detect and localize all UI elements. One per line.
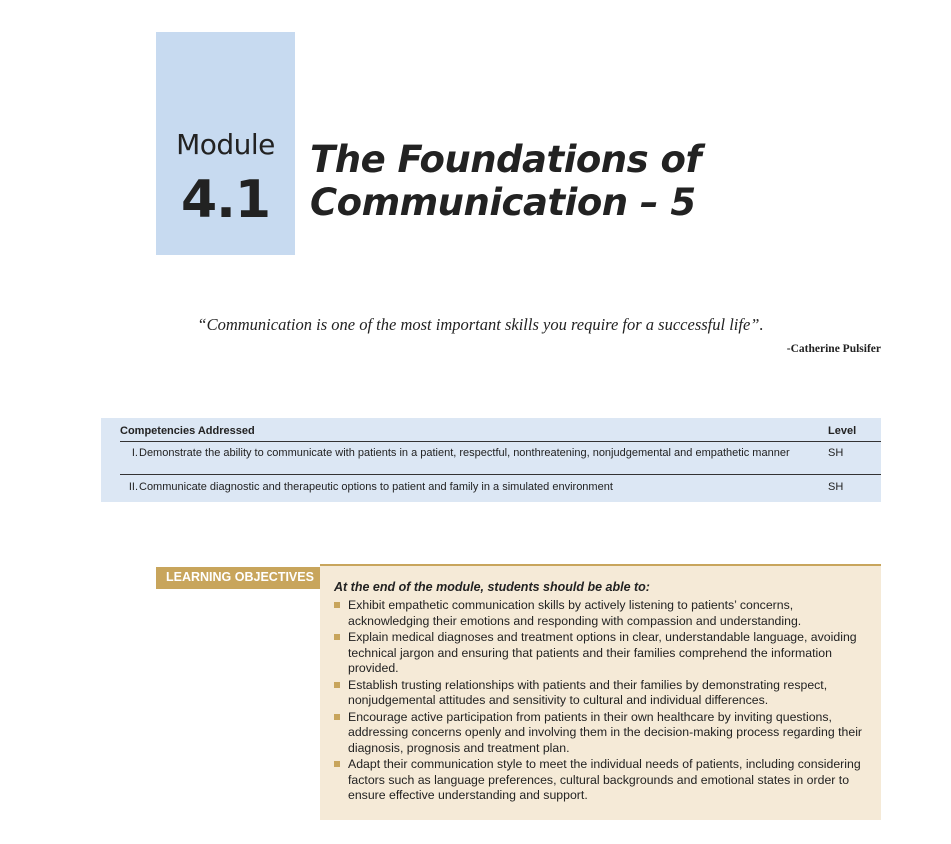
row-number: II. [128,481,138,493]
quote: “Communication is one of the most important skills you require for a successful life”. [197,315,764,334]
item-text: Adapt their communication style to meet the individual needs of patients, including considering factors such as language preferences, cultural backgrounds and emotional states in order to ensure effective understanding and support. [348,757,861,802]
page-title [310,138,701,224]
objectives-list [334,598,869,805]
title-line-1: The Foundations of [310,138,702,181]
list-item [334,630,869,677]
module-badge [156,32,295,255]
learning-objectives-label: LEARNING OBJECTIVES [156,567,320,589]
module-label: Module [176,128,275,161]
list-item [334,678,869,709]
row-text: Communicate diagnostic and therapeutic options to patient and family in a simulated environment [139,481,613,493]
item-text: Encourage active participation from patients in their own healthcare by inviting questions, addressing concerns openly and involving them in the decision-making process regarding their diagnosis, prognosis and treatment plan. [348,709,863,755]
header-competencies: Competencies Addressed [120,425,255,437]
bullet-icon [334,714,340,720]
item-text: Establish trusting relationships with patients and their families by demonstrating respect, nonjudgemental attitudes and sensitivity to cultural and individual differences. [348,677,828,707]
list-item [334,710,869,757]
header-level: Level [828,425,857,437]
quote-author: -Catherine Pulsifer [786,343,881,355]
bullet-icon [334,761,340,767]
bullet-icon [334,602,340,608]
item-text: Exhibit empathetic communication skills by actively listening to patients’ concerns, acknowledging their emotions and responding with compassion and understanding. [348,598,802,628]
table-row [120,447,881,475]
row-level: SH [828,447,844,459]
row-level: SH [828,481,844,493]
list-item [334,757,869,804]
module-number: 4.1 [180,170,271,230]
objectives-heading: At the end of the module, students should be able to: [334,580,650,594]
bullet-icon [334,634,340,640]
list-item [334,598,869,629]
table-header [120,425,881,442]
competencies-table [101,418,881,502]
item-text: Explain medical diagnoses and treatment options in clear, understandable language, avoiding technical jargon and ensuring that patients and their families comprehend the information provided. [348,630,857,675]
learning-objectives-box [320,564,881,820]
row-text: Demonstrate the ability to communicate with patients in a patient, respectful, nonthreatening, nonjudgemental and empathetic manner [139,447,790,459]
bullet-icon [334,682,340,688]
title-line-2: Communication – 5 [310,181,696,224]
row-number: I. [131,447,138,459]
